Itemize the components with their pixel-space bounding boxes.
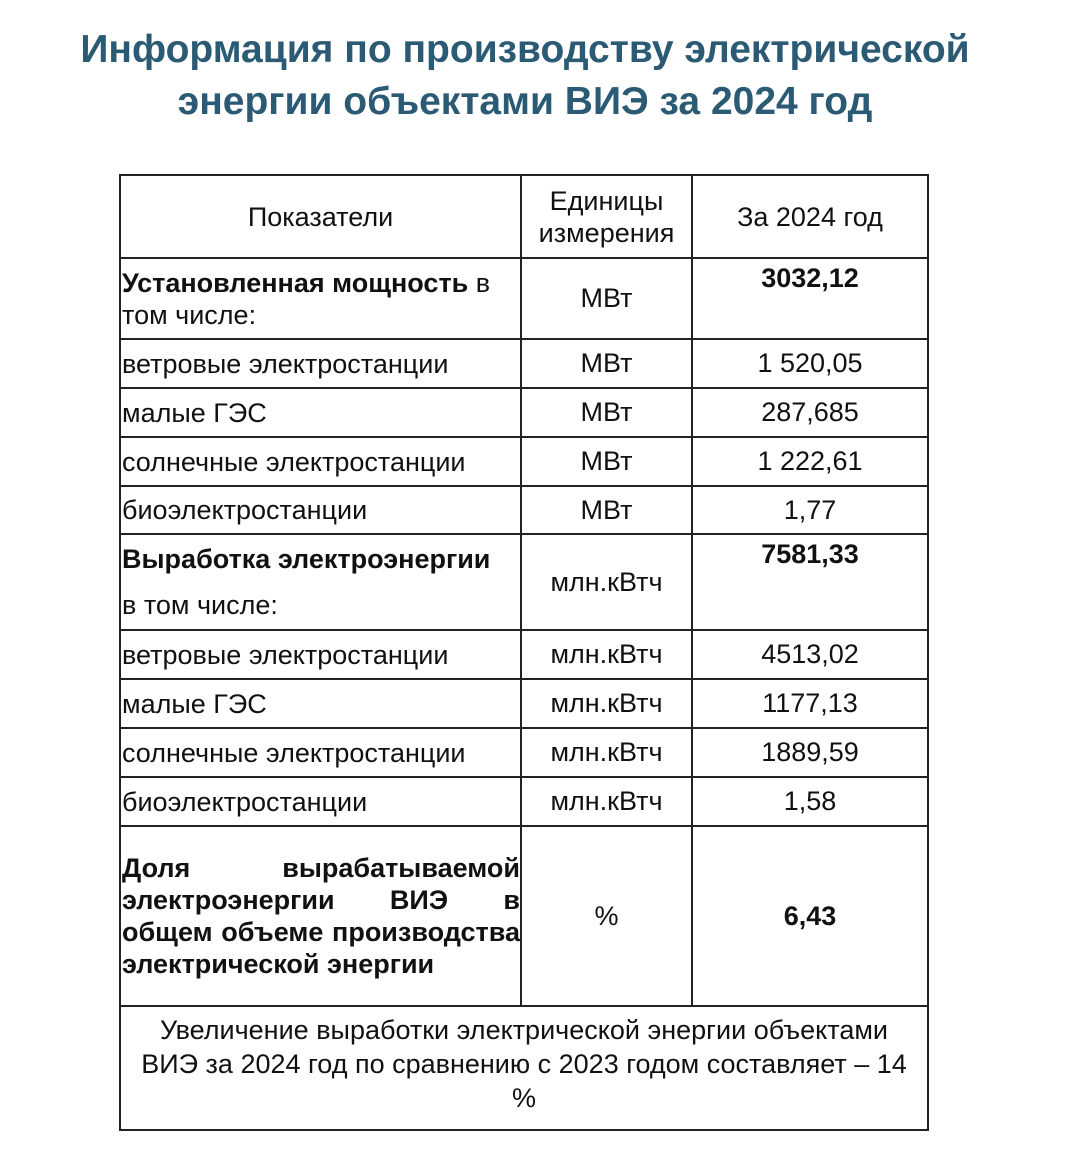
res-production-table <box>119 174 929 1131</box>
generation-unit: млн.кВтч <box>521 534 692 630</box>
row-unit: МВт <box>521 437 692 486</box>
share-label: Доля вырабатываемой электроэнергии ВИЭ в общем объеме производства электрической энергии <box>120 826 521 1006</box>
generation-label: Выработка электроэнергии в том числе: <box>120 534 521 630</box>
table-row <box>120 339 928 388</box>
share-value: 6,43 <box>692 826 928 1006</box>
capacity-unit: МВт <box>521 258 692 339</box>
row-name: малые ГЭС <box>120 679 521 728</box>
header-period: За 2024 год <box>692 175 928 258</box>
header-indicator: Показатели <box>120 175 521 258</box>
row-name: ветровые электростанции <box>120 339 521 388</box>
capacity-value: 3032,12 <box>692 258 928 339</box>
generation-total-row <box>120 534 928 630</box>
table-row <box>120 679 928 728</box>
row-unit: млн.кВтч <box>521 679 692 728</box>
share-unit: % <box>521 826 692 1006</box>
row-value: 1889,59 <box>692 728 928 777</box>
title-line-2: энергии объектами ВИЭ за 2024 год <box>177 80 873 123</box>
row-name: биоэлектростанции <box>120 777 521 826</box>
table-header-row <box>120 175 928 258</box>
row-name: солнечные электростанции <box>120 728 521 777</box>
row-value: 4513,02 <box>692 630 928 679</box>
generation-value: 7581,33 <box>692 534 928 630</box>
row-value: 1,77 <box>692 486 928 534</box>
header-unit: Единицы измерения <box>521 175 692 258</box>
row-unit: млн.кВтч <box>521 777 692 826</box>
row-value: 1177,13 <box>692 679 928 728</box>
growth-note: Увеличение выработки электрической энергии объектами ВИЭ за 2024 год по сравнению с 2023 годом составляет – 14 % <box>120 1006 928 1130</box>
table-row <box>120 777 928 826</box>
table-row <box>120 437 928 486</box>
row-value: 1 222,61 <box>692 437 928 486</box>
row-value: 1,58 <box>692 777 928 826</box>
row-name: биоэлектростанции <box>120 486 521 534</box>
row-unit: МВт <box>521 339 692 388</box>
page-title <box>0 24 1050 128</box>
row-value: 287,685 <box>692 388 928 437</box>
share-row <box>120 826 928 1006</box>
title-line-1: Информация по производству электрической <box>80 28 970 71</box>
row-unit: МВт <box>521 486 692 534</box>
row-name: ветровые электростанции <box>120 630 521 679</box>
note-row <box>120 1006 928 1130</box>
row-value: 1 520,05 <box>692 339 928 388</box>
table-row <box>120 388 928 437</box>
row-unit: млн.кВтч <box>521 630 692 679</box>
capacity-label: Установленная мощность в том числе: <box>120 258 521 339</box>
row-name: малые ГЭС <box>120 388 521 437</box>
table-row <box>120 486 928 534</box>
capacity-total-row <box>120 258 928 339</box>
row-unit: МВт <box>521 388 692 437</box>
row-unit: млн.кВтч <box>521 728 692 777</box>
table-row <box>120 728 928 777</box>
table-row <box>120 630 928 679</box>
row-name: солнечные электростанции <box>120 437 521 486</box>
